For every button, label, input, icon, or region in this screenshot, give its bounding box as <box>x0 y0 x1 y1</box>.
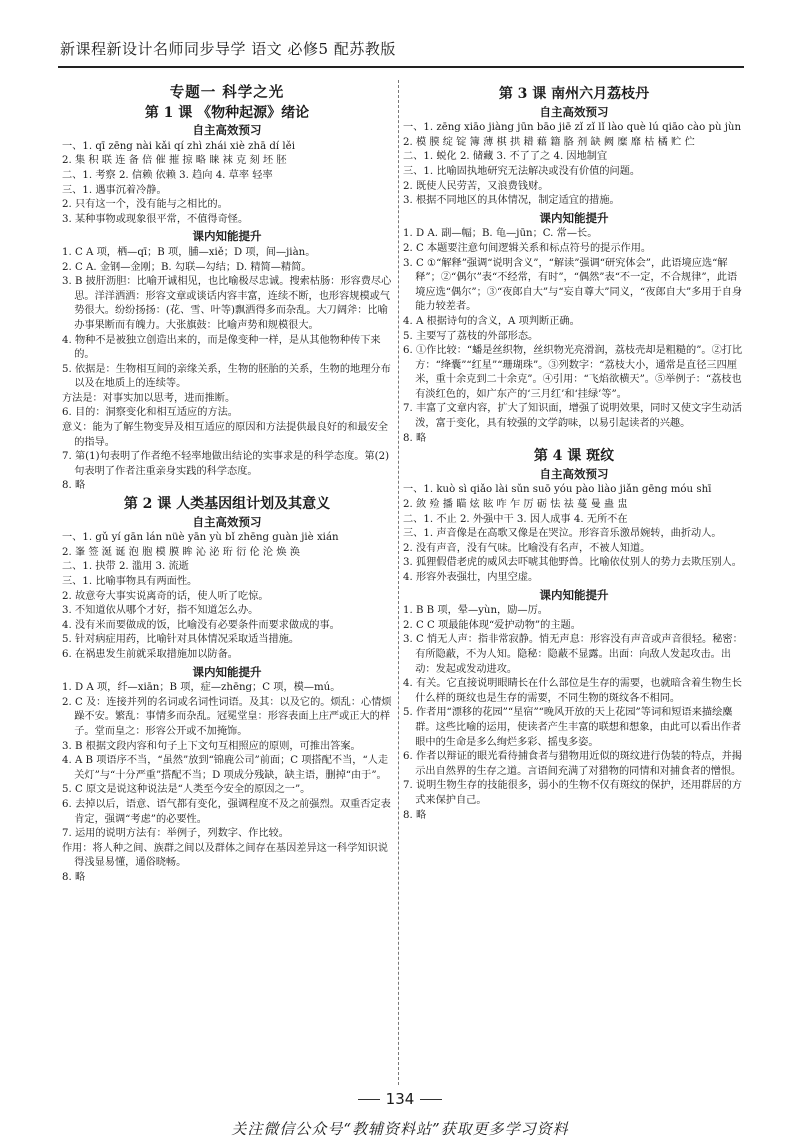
footer-note: 关注微信公众号“教辅资料站”获取更多学习资料 <box>231 1120 569 1138</box>
answer-line: 二、1. 蜕化 2. 储藏 3. 不了了之 4. 因地制宜 <box>403 151 608 163</box>
answer-line: 3. 根据不同地区的具体情况，制定适宜的措施。 <box>403 195 620 207</box>
section-heading: 课内知能提升 <box>539 587 609 602</box>
section-heading: 自主高效预习 <box>192 514 262 529</box>
answer-line: 6. 目的：洞察变化和相互适应的方法。 <box>62 407 238 419</box>
answer-line: 2. 故意夸大事实说离奇的话，使人听了吃惊。 <box>62 590 269 602</box>
answer-line: 3. 狐狸假借老虎的威风去吓唬其他野兽。比喻依仗别人的势力去欺压别人。 <box>403 557 742 569</box>
answer-line: 二、1. 抉带 2. 滥用 3. 流逝 <box>62 561 189 573</box>
right-column <box>403 84 745 823</box>
answer-line: 8. 略 <box>403 432 427 444</box>
answer-line: 2. C 及：连接并列的名词或名词性词语。及其：以及它的。烦乱：心情烦躁不安。繁乱：事情多而杂乱。冠冕堂皇：形容表面上庄严或正大的样子。堂而皇之：形容公开或不加掩饰。 <box>62 696 392 737</box>
answer-line: 5. 主要写了荔枝的外部形态。 <box>403 330 539 342</box>
answer-line: 2. 峯 签 涎 诞 泡 胞 模 膜 眸 沁 泌 珩 衍 伦 沦 焕 涣 <box>62 546 300 558</box>
answer-line: 5. 针对病症用药，比喻针对具体情况采取适当措施。 <box>62 634 300 646</box>
answer-line: 2. 模 膜 绽 锭 簿 薄 棋 拱 耤 藉 籍 胳 剂 缺 阙 糜 靡 枯 橘 贮 伫 <box>403 136 695 148</box>
answer-line: 2. 敛 殓 播 瞄 炫 眩 咋 乍 厉 砺 怯 祛 蔓 曼 蛊 盅 <box>403 499 628 511</box>
answer-line: 3. B 根据文段内容和句子上下文句互相照应的原则，可推出答案。 <box>62 740 361 752</box>
answer-line: 7. 第(1)句表明了作者绝不轻率地做出结论的实事求是的科学态度。第(2)句表明了作者注重亲身实践的科学态度。 <box>62 451 390 477</box>
answer-line: 7. 说明生物生存的技能很多，弱小的生物不仅有斑纹的保护，还用群居的方式来保护自己。 <box>403 780 742 806</box>
answer-line: 三、1. 声音像是在高歌又像是在哭泣。形容音乐激昂婉转，曲折动人。 <box>403 528 722 540</box>
section-heading: 课内知能提升 <box>539 210 609 225</box>
answer-line: 4. A B 项语序不当，“虽然”放到“锦鹿公司”前面；C 项搭配不当，“人走关灯”与“十分严重”搭配不当；D 项成分残缺，缺主语，删掉“由于”。 <box>62 755 389 781</box>
answer-line: 一、1. kuò sì qiǎo lài sǔn suō yóu pào liào jiǎn gēng móu shī <box>403 484 712 496</box>
answer-line: 4. 有关。它直接说明眼睛长在什么部位是生存的需要，也就暗含着生物生长什么样的斑纹也是生存的需要，不同生物的斑纹各不相同。 <box>403 678 742 704</box>
answer-line: 8. 略 <box>62 480 86 492</box>
answer-line: 二、1. 不止 2. 外强中干 3. 因人成事 4. 无所不在 <box>403 513 628 525</box>
answer-line: 2. 集 积 联 连 备 倍 催 摧 掠 略 睐 袜 克 刻 坯 胚 <box>62 155 287 167</box>
answer-line: 1. D A. 副—幅；B. 龟—jūn；C. 常—长。 <box>403 228 598 240</box>
answer-line: 3. C 悄无人声：指非常寂静。悄无声息：形容没有声音或声音很轻。秘密：有所隐蔽，不为人知。隐秘：隐蔽不显露。出面：向敌人发起攻击。出动：发起或发动进攻。 <box>403 634 743 675</box>
lesson-heading: 第 2 课 人类基因组计划及其意义 <box>123 496 331 513</box>
answer-line: 2. C C 项最能体现“爱护动物”的主题。 <box>403 619 581 631</box>
answer-line: 7. 丰富了文章内容，扩大了知识面，增强了说明效果，同时又使文字生动活泼，富于变化，具有较强的文学韵味，以易引起读者的兴趣。 <box>403 403 742 430</box>
answer-line: 三、1. 比喻事物具有两面性。 <box>62 576 198 587</box>
page-header: 新课程新设计名师同步导学 语文 必修5 配苏教版 <box>60 40 396 58</box>
section-heading: 自主高效预习 <box>539 104 609 119</box>
answer-line: 5. C 原文是说这种说法是“人类至今安全的原因之一”。 <box>62 784 311 796</box>
answer-line: 1. D A 项，纤—xiān；B 项，症—zhēng；C 项，模—mú。 <box>62 682 341 694</box>
section-heading: 课内知能提升 <box>192 664 262 679</box>
answer-line: 2. C A. 金钢—金刚；B. 勾联—勾结；D. 精简—精简。 <box>62 261 312 273</box>
answer-line: 1. C A 项，栖—qī；B 项，脯—xiě；D 项，间—jiàn。 <box>62 246 316 258</box>
answer-line: 3. B 披肝沥胆：比喻开诚相见，也比喻极尽忠诚。搜索枯肠：形容费尽心思。洋洋洒洒：形容文章或谈话内容丰富，连续不断，也形容规模或气势很大。纷纷扬扬：(花、雪、叶等)飘洒得多而杂乱。大刀阔斧：比喻办事果断而有魄力。大张旗鼓：比喻声势和规模很大。 <box>62 276 392 331</box>
topic-heading: 专题一 科学之光 <box>169 84 285 101</box>
answer-line: 2. 只有这一个，没有能与之相比的。 <box>62 199 228 211</box>
answer-line: 2. C 本题要注意句间逻辑关系和标点符号的提示作用。 <box>403 242 652 254</box>
answer-line: 一、1. gǔ yí gān lán nüè yān yù bǐ zhēng guàn jiè xián <box>62 532 339 544</box>
answer-line: 1. B B 项，晕—yùn，励—厉。 <box>403 605 548 617</box>
answer-line: 一、1. zēng xiāo jiàng jūn bāo jiē zǐ zǐ lǐ lào què lú qiāo cào pù jùn <box>403 122 742 134</box>
answer-line: 意义：能为了解生物变异及相互适应的原因和方法提供最良好的和最安全的指导。 <box>62 422 388 448</box>
answer-line: 3. C ①“解释”强调“说明含义”，“解读”强调“研究体会”，此语境应选“解释”；②“偶尔”表“不经常，有时”，“偶然”表“不一定，不合规律”，此语境应选“偶尔”；③“夜郎自大”与“妄自尊大”同义，“夜郎自大”多用于自身能力较差者。 <box>403 257 743 313</box>
answer-line: 二、1. 考察 2. 信赖 依赖 3. 趋向 4. 草率 轻率 <box>62 169 273 181</box>
lesson-heading: 第 1 课 《物种起源》绪论 <box>144 104 310 121</box>
answer-line: 方法是：对事实加以思考，进而推断。 <box>62 392 236 404</box>
answer-line: 4. 形容外表强壮，内里空虚。 <box>403 572 539 583</box>
section-heading: 自主高效预习 <box>192 123 262 138</box>
section-heading: 自主高效预习 <box>539 466 609 481</box>
answer-line: 5. 作者用“漂移的花园”“星宿”“晚风开放的天上花园”等词和短语来描绘麋群。这些比喻的运用，使读者产生丰富的联想和想象，由此可以看出作者眼中的生命是多么绚烂多彩、摇曳多姿。 <box>403 707 742 748</box>
section-heading: 课内知能提升 <box>192 229 262 244</box>
answer-line: 5. 依据是：生物相互间的亲缘关系，生物的胚胎的关系，生物的地理分布以及在地质上的连续等。 <box>62 363 391 390</box>
answer-line: 8. 略 <box>403 809 427 821</box>
answer-line: 2. 没有声音，没有气味。比喻没有名声，不被人知道。 <box>403 542 651 554</box>
answer-line: 6. 作者以辩证的眼光看待捕食者与猎物用近似的斑纹进行伪装的特点，并揭示出自然界的生存之道。言语间充满了对猎物的同情和对捕食者的憎恨。 <box>403 751 742 777</box>
lesson-heading: 第 4 课 斑纹 <box>533 448 615 465</box>
answer-line: 4. 物种不是被独立创造出来的，而是像变种一样，是从其他物种传下来的。 <box>62 334 381 361</box>
page-number: 134 <box>0 1090 800 1108</box>
answer-line: 4. 没有米而要做成的饭，比喻没有必要条件而要求做成的事。 <box>62 619 340 631</box>
header-rule <box>58 66 744 68</box>
answer-line: 2. 既使人民劳苦，又浪费钱财。 <box>403 180 549 192</box>
answer-line: 4. A 根据诗句的含义，A 项判断正确。 <box>403 315 580 327</box>
answer-line: 6. 去掉以后，语意、语气都有变化，强调程度不及之前强烈。双重否定表肯定，强调“考虑”的必要性。 <box>62 798 391 825</box>
left-column <box>62 84 392 885</box>
column-divider <box>398 80 399 1085</box>
answer-line: 三、1. 遇事沉着冷静。 <box>62 184 167 196</box>
answer-line: 6. 在祸患发生前就采取措施加以防备。 <box>62 648 238 660</box>
answer-line: 3. 不知道依从哪个才好，指不知道怎么办。 <box>62 605 259 617</box>
answer-line: 6. ①作比较：“蟠是丝织物，丝织物光亮滑润，荔枝壳却是粗糙的”。②打比方：“绛囊”“红星”“珊瑚珠”。③列数字：“荔枝大小，通常是直径三四厘米，重十余克到二十余克”。④引用：“飞焰欲横天”。⑤举例子：“荔枝也有淡红色的，如广东产的‘三月红’和‘挂绿’等”。 <box>403 345 743 400</box>
answer-line: 8. 略 <box>62 871 86 883</box>
answer-line: 一、1. qī zēng nài kǎi qí zhì zhái xiè zhā dí lěi <box>62 140 295 152</box>
answer-line: 三、1. 比喻固执地研究无法解决或没有价值的问题。 <box>403 165 641 177</box>
answer-line: 作用：将人种之间、族群之间以及群体之间存在基因差异这一科学知识说得浅显易懂，通俗晓畅。 <box>62 842 388 869</box>
answer-line: 3. 某种事物或现象很平常，不值得奇怪。 <box>62 213 249 225</box>
answer-line: 7. 运用的说明方法有：举例子，列数字、作比较。 <box>62 828 289 840</box>
lesson-heading: 第 3 课 南州六月荔枝丹 <box>498 86 650 102</box>
